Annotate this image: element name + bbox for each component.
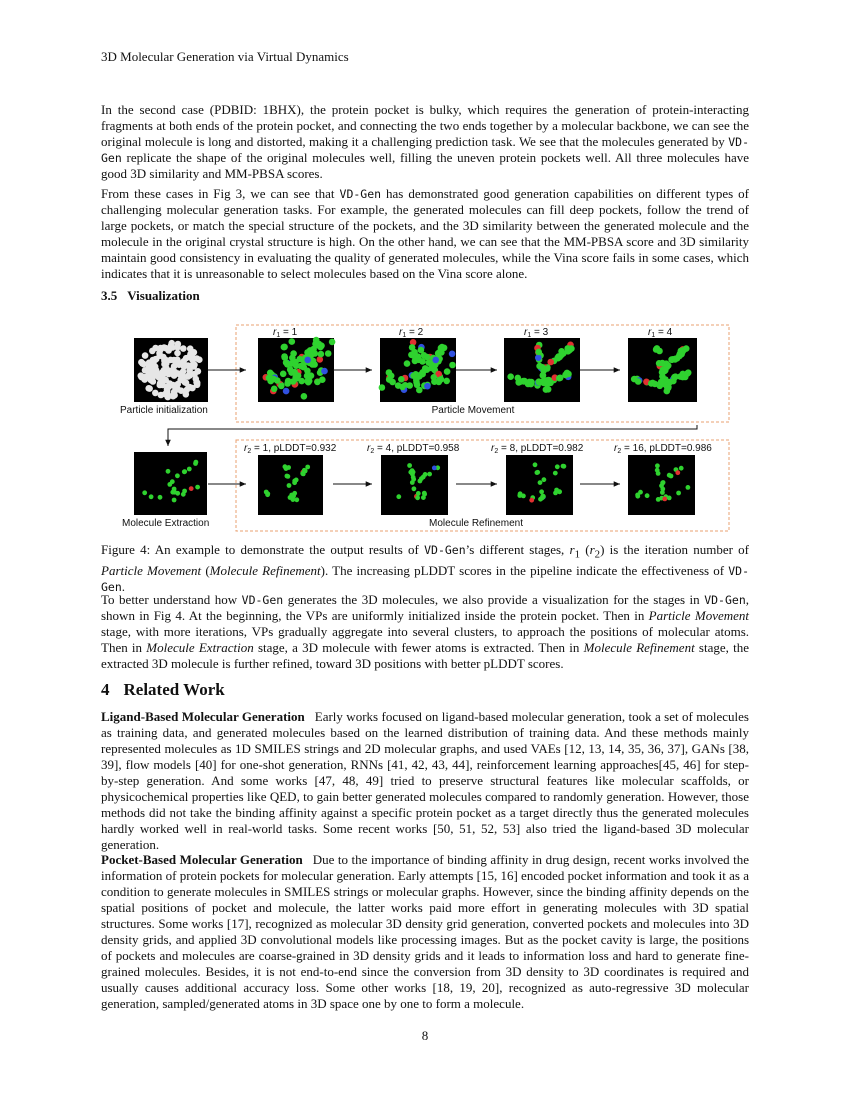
atom <box>676 491 681 496</box>
atom <box>441 345 448 352</box>
particle <box>158 392 165 399</box>
text-run: To better understand how <box>101 592 242 607</box>
atom <box>411 470 416 475</box>
atom <box>678 351 685 358</box>
atom <box>423 472 428 477</box>
atom <box>638 490 643 495</box>
atom <box>424 354 431 361</box>
atom <box>283 388 290 395</box>
atom <box>542 477 547 482</box>
label-r1-3: $r_1 = 3$ <box>524 327 549 339</box>
atom <box>540 494 545 499</box>
atom <box>270 376 277 383</box>
atom <box>648 380 655 387</box>
atom <box>438 376 445 383</box>
atom <box>318 342 325 349</box>
atom <box>535 349 542 356</box>
text-run: stage, the extracted 3D molecule is further refined, toward 3D positions with better pLDDT scores. <box>101 640 749 671</box>
atom <box>562 372 569 379</box>
atom <box>557 489 562 494</box>
panel-movement-r1-3 <box>504 338 580 402</box>
text-run: stage, a 3D molecule with fewer atoms is extracted. Then in <box>253 640 584 655</box>
text-run: ( <box>201 562 210 578</box>
particle <box>165 394 172 401</box>
particle <box>159 370 166 377</box>
particle <box>142 352 149 359</box>
particle <box>171 389 178 396</box>
section-number: 4 <box>101 680 110 699</box>
atom <box>427 472 432 477</box>
atom <box>655 468 660 473</box>
section-4-heading <box>101 680 225 700</box>
text-run: Molecule Refinement <box>209 562 321 578</box>
atom <box>189 486 194 491</box>
paragraph-visualization <box>101 592 749 672</box>
particle <box>162 356 169 363</box>
atom <box>142 490 147 495</box>
text-run: has demonstrated good generation capabilities on different types of challenging molecular generation tasks. For example, the generated molecules can fill deep pockets, follow the trend of large pockets, or match the special structure of the pockets, and the 3D similarity between the generated molecule and the molecule in the original crystal structure is high. On the other hand, we can see that the MM-PBSA score and 3D similarity maintain good consistency in evaluating the quality of generated molecules, while the Vina score fails in some cases, which indicates that it is unreasonable to select molecules based on the Vina score alone. <box>101 186 749 281</box>
atom <box>533 462 538 467</box>
atom <box>414 355 421 362</box>
atom <box>418 347 425 354</box>
atom <box>526 379 533 386</box>
particle <box>174 350 181 357</box>
label-molecule-extraction: Molecule Extraction <box>122 518 210 529</box>
atom <box>659 369 666 376</box>
atom <box>166 469 171 474</box>
atom <box>399 384 406 391</box>
atom <box>413 379 420 386</box>
atom <box>314 379 321 386</box>
particle <box>146 385 153 392</box>
atom <box>416 387 423 394</box>
atom <box>558 348 565 355</box>
panel-particle-initialization <box>134 338 208 402</box>
atom <box>535 354 542 361</box>
atom <box>635 378 642 385</box>
text-run: 1 <box>574 548 581 561</box>
atom <box>284 466 289 471</box>
atom <box>539 489 544 494</box>
text-run: ’s different stages, <box>465 542 570 557</box>
label-particle-initialization: Particle initialization <box>120 405 208 416</box>
panel-movement-r1-1 <box>258 337 335 402</box>
atom <box>187 467 192 472</box>
atom <box>396 494 401 499</box>
atom <box>686 485 691 490</box>
atom <box>426 359 433 366</box>
atom <box>287 483 292 488</box>
text-run: replicate the shape of the original molecules well, filling the uneven protein pockets well. All three molecules have good 3D similarity and MM-PBSA scores. <box>101 150 749 181</box>
atom <box>667 496 672 501</box>
atom <box>318 351 325 358</box>
atom <box>285 378 292 385</box>
atom <box>305 379 312 386</box>
label-r1-1: $r_1 = 1$ <box>273 327 298 339</box>
particle <box>138 359 145 366</box>
text-run: VD-Gen <box>704 593 746 607</box>
atom <box>664 384 671 391</box>
atom <box>507 373 514 380</box>
text-run: Early works focused on ligand-based molecular generation, took a set of molecules as training data, and generated molecules based on the learned distribution of training data. And these methods mainly represented molecules as 1D SMILES strings and 2D molecular graphs, and used VAEs [12, 13, 14, 35, 36, 37], GANs [38, 39], flow models [40] for one-shot generation, RNNs [41, 42, 43, 44], reinforcement learning approaches[45, 46] for step-by-step generation. And some works [47, 48, 49] tried to preserve structural features like molecular scaffolds, or physicochemical properties like QED, to gain better generated molecules compared to randomly generation. However, those methods did not take the binding affinity against a specific protein pocket as a target directly thus the generated molecules hardly worked well in real-world tasks. Some recent works [50, 51, 52, 53] also tried the ligand-based 3D molecular generation. <box>101 709 749 852</box>
particle <box>178 387 185 394</box>
label-molecule-refinement: Molecule Refinement <box>429 518 523 529</box>
atom <box>553 471 558 476</box>
running-header: 3D Molecular Generation via Virtual Dynamics <box>101 49 349 64</box>
panel-refinement-r2-4 <box>628 455 695 515</box>
section-title: Visualization <box>127 288 200 303</box>
label-r1-4: $r_1 = 4$ <box>648 327 673 339</box>
atom <box>292 359 299 366</box>
atom <box>518 491 523 496</box>
text-run: ( <box>580 542 590 557</box>
particle <box>146 363 153 370</box>
atom <box>529 498 534 503</box>
atom <box>424 383 431 390</box>
panel-refinement-r2-3 <box>506 455 573 515</box>
atom <box>517 378 524 385</box>
atom <box>291 494 296 499</box>
atom <box>379 384 386 391</box>
atom <box>301 393 308 400</box>
atom <box>443 378 450 385</box>
text-run: VD-Gen <box>101 563 749 594</box>
atom <box>292 374 299 381</box>
text-run: 2 <box>594 548 601 561</box>
atom <box>544 379 551 386</box>
atom <box>412 486 417 491</box>
atom <box>175 491 180 496</box>
particle <box>191 362 198 369</box>
paragraph-pocket-based <box>101 852 749 1012</box>
label-r2-3: $r_2 = 8$, pLDDT=0.982 <box>491 443 584 455</box>
text-run: Ligand-Based Molecular Generation <box>101 709 305 724</box>
atom <box>195 485 200 490</box>
section-number: 3.5 <box>101 288 118 303</box>
atom <box>418 479 423 484</box>
atom <box>416 491 421 496</box>
atom <box>409 344 416 351</box>
paragraph-ligand-based <box>101 709 749 853</box>
atom <box>182 489 187 494</box>
atom <box>175 473 180 478</box>
particle <box>152 363 159 370</box>
text-run: ) is the iteration number of <box>600 542 749 557</box>
atom <box>415 495 420 500</box>
text-run: , shown in Fig 4. At the beginning, the VPs are uniformly initialized inside the protein pocket. Then in <box>101 592 749 623</box>
particle <box>140 375 147 382</box>
atom <box>660 481 665 486</box>
atom <box>281 344 288 351</box>
atom <box>654 345 661 352</box>
particle <box>178 372 185 379</box>
atom <box>679 466 684 471</box>
particle <box>193 376 200 383</box>
atom <box>660 490 665 495</box>
atom <box>655 463 660 468</box>
atom <box>547 359 554 366</box>
atom <box>170 479 175 484</box>
text-run: Due to the importance of binding affinity in drug design, recent works involved the information of protein pockets for molecular generation. Early attempts [15, 16] encoded pocket information and took it as a condition to generate molecules in SMILES strings or molecular graphs. However, since the binding affinity depends on the spatial positions of pocket and molecule, the latter works paid more effort in generating molecules with 3D spatial structures. Some works [17], recognized as molecular 3D density grid generation, converted pockets and molecules into 3D density grids, and applied 3D convolutional models like processing images. But as the pocket cavity is large, the positions of pockets and molecules are coarse-grained in 3D density grids and it leads to information loss and hard to generate fine-grained molecules. Besides, it is not end-to-end since the conversion from 3D density to 3D coordinates is required and usually causes additional accuracy loss. Some other works [18, 19, 20], recognized as auto-regressive 3D molecular generation, sampled/generated atoms in 3D space one by one to form a molecule. <box>101 852 749 1011</box>
atom <box>321 368 328 375</box>
atom <box>431 374 438 381</box>
atom <box>536 363 543 370</box>
panel-molecule-extraction <box>134 452 207 515</box>
atom <box>193 461 198 466</box>
text-run: VD-Gen <box>101 135 749 165</box>
text-run: VD-Gen <box>241 593 284 607</box>
text-run: stage, with more iterations, VPs gradually aggregate into several clusters, to approach the positions of molecular atoms. Then in <box>101 624 749 655</box>
atom <box>645 493 650 498</box>
label-r2-2: $r_2 = 4$, pLDDT=0.958 <box>367 443 460 455</box>
text-run: Particle Movement <box>101 562 202 578</box>
text-run: Particle Movement <box>648 608 750 623</box>
atom <box>264 490 269 495</box>
section-title: Related Work <box>123 680 225 699</box>
atom <box>172 487 177 492</box>
atom <box>432 357 439 364</box>
atom <box>398 376 405 383</box>
atom <box>404 360 411 367</box>
label-particle-movement: Particle Movement <box>431 405 515 416</box>
atom <box>182 469 187 474</box>
particle <box>171 363 178 370</box>
particle <box>180 345 187 352</box>
atom <box>422 365 429 372</box>
atom <box>555 464 560 469</box>
text-run: r <box>589 542 595 557</box>
atom <box>449 362 456 369</box>
particle <box>187 371 194 378</box>
atom <box>300 364 307 371</box>
atom <box>289 338 296 345</box>
text-run: From these cases in Fig 3, we can see that <box>101 186 340 201</box>
atom <box>449 351 456 358</box>
atom <box>658 379 665 386</box>
atom <box>682 372 689 379</box>
atom <box>667 473 672 478</box>
text-run: ). The increasing pLDDT scores in the pipeline indicate the effectiveness of <box>320 562 729 578</box>
particle <box>159 381 166 388</box>
atom <box>444 368 451 375</box>
atom <box>635 494 640 499</box>
atom <box>280 371 287 378</box>
particle <box>191 349 198 356</box>
atom <box>278 383 285 390</box>
atom <box>325 350 332 357</box>
atom <box>172 498 177 503</box>
atom <box>662 497 667 502</box>
atom <box>304 357 311 364</box>
text-run: VD-Gen <box>424 543 466 557</box>
text-run: generates the 3D molecules, we also provide a visualization for the stages in <box>283 592 705 607</box>
atom <box>301 472 306 477</box>
atom <box>283 359 290 366</box>
panel-refinement-r2-2 <box>381 455 448 515</box>
particle <box>149 348 156 355</box>
text-run: Molecule Extraction <box>146 640 254 655</box>
atom <box>271 386 278 393</box>
atom <box>669 357 676 364</box>
atom <box>389 379 396 386</box>
page-number: 8 <box>421 1028 429 1043</box>
panel-movement-r1-2 <box>379 338 456 402</box>
text-run: Figure 4: An example to demonstrate the output results of <box>101 542 425 557</box>
label-r1-2: $r_1 = 2$ <box>399 327 424 339</box>
text-run: . <box>121 578 126 594</box>
particle <box>182 379 189 386</box>
panel-refinement-r2-1 <box>258 455 323 515</box>
particle <box>164 388 171 395</box>
atom <box>556 375 563 382</box>
atom <box>281 353 288 360</box>
atom <box>432 466 437 471</box>
atom <box>285 474 290 479</box>
atom <box>158 495 163 500</box>
atom <box>545 386 552 393</box>
atom <box>561 464 566 469</box>
atom <box>535 470 540 475</box>
atom <box>329 339 336 346</box>
atom <box>407 463 412 468</box>
label-r2-1: $r_2 = 1$, pLDDT=0.932 <box>244 443 337 455</box>
text-run: r <box>569 542 575 557</box>
particle <box>153 356 160 363</box>
atom <box>149 494 154 499</box>
text-run: Pocket-Based Molecular Generation <box>101 852 303 867</box>
atom <box>411 372 418 379</box>
particle <box>174 344 181 351</box>
label-r2-4: $r_2 = 16$, pLDDT=0.986 <box>614 443 712 455</box>
figure-4-caption <box>101 542 749 595</box>
particle <box>150 378 157 385</box>
particle <box>165 347 172 354</box>
atom <box>538 480 543 485</box>
atom <box>422 492 427 497</box>
atom <box>294 497 299 502</box>
atom <box>564 345 571 352</box>
atom <box>675 470 680 475</box>
text-run: VD-Gen <box>339 187 382 201</box>
panel-movement-r1-4 <box>628 338 697 402</box>
text-run: Molecule Refinement <box>583 640 695 655</box>
text-run: In the second case (PDBID: 1BHX), the protein pocket is bulky, which requires the generation of protein-interacting fragments at both ends of the protein pocket, and connecting the two ends together by a molecular backbone, we can see the original molecule is long and distorted, making it a challenging prediction task. We see that the molecules generated by <box>101 102 749 149</box>
atom <box>292 479 297 484</box>
particle <box>168 340 175 347</box>
